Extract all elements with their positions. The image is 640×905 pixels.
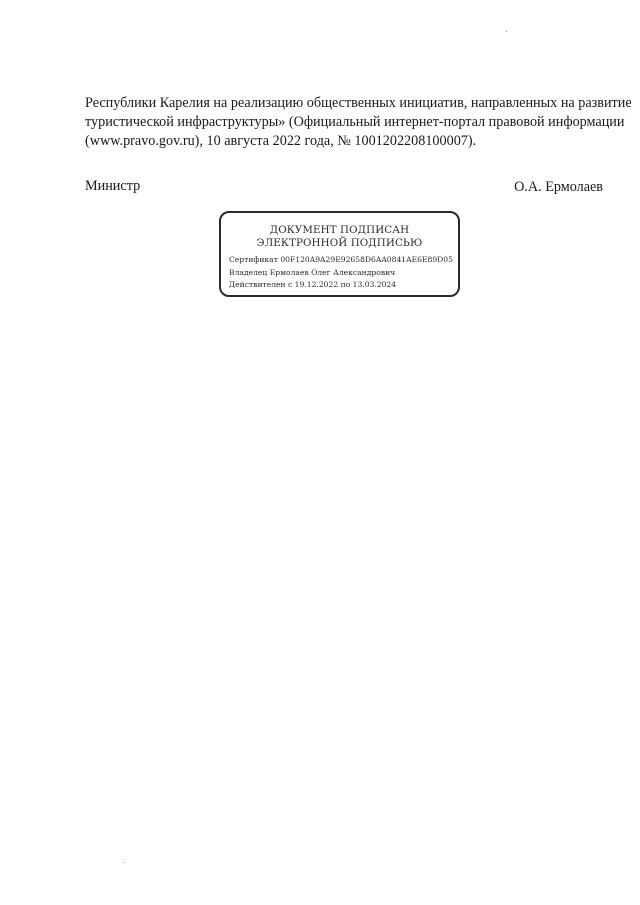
- stamp-title-line-1: ДОКУМЕНТ ПОДПИСАН: [269, 224, 410, 236]
- scan-speck: [124, 862, 125, 863]
- body-paragraph: [85, 94, 632, 151]
- signature-block: [85, 178, 603, 198]
- electronic-signature-stamp: [219, 211, 460, 297]
- paragraph-line-1: Республики Карелия на реализацию общественных инициатив, направленных на развитие: [85, 95, 632, 111]
- paragraph-line-3: (www.pravo.gov.ru), 10 августа 2022 года, № 1001202208100007).: [85, 133, 477, 149]
- scan-speck: [506, 31, 507, 32]
- stamp-certificate: Сертификат 00F120A9A29E92658D6AA0841AE6E89D05: [229, 255, 453, 264]
- stamp-validity: Действителен с 19.12.2022 по 13.03.2024: [229, 280, 397, 289]
- signer-name: О.А. Ермолаев: [514, 179, 603, 195]
- stamp-title-line-2: ЭЛЕКТРОННОЙ ПОДПИСЬЮ: [256, 237, 423, 249]
- paragraph-line-2: туристической инфраструктуры» (Официальный интернет-портал правовой информации: [85, 114, 625, 130]
- signer-title: Министр: [85, 178, 141, 194]
- stamp-owner: Владелец Ермолаев Олег Александрович: [229, 268, 396, 277]
